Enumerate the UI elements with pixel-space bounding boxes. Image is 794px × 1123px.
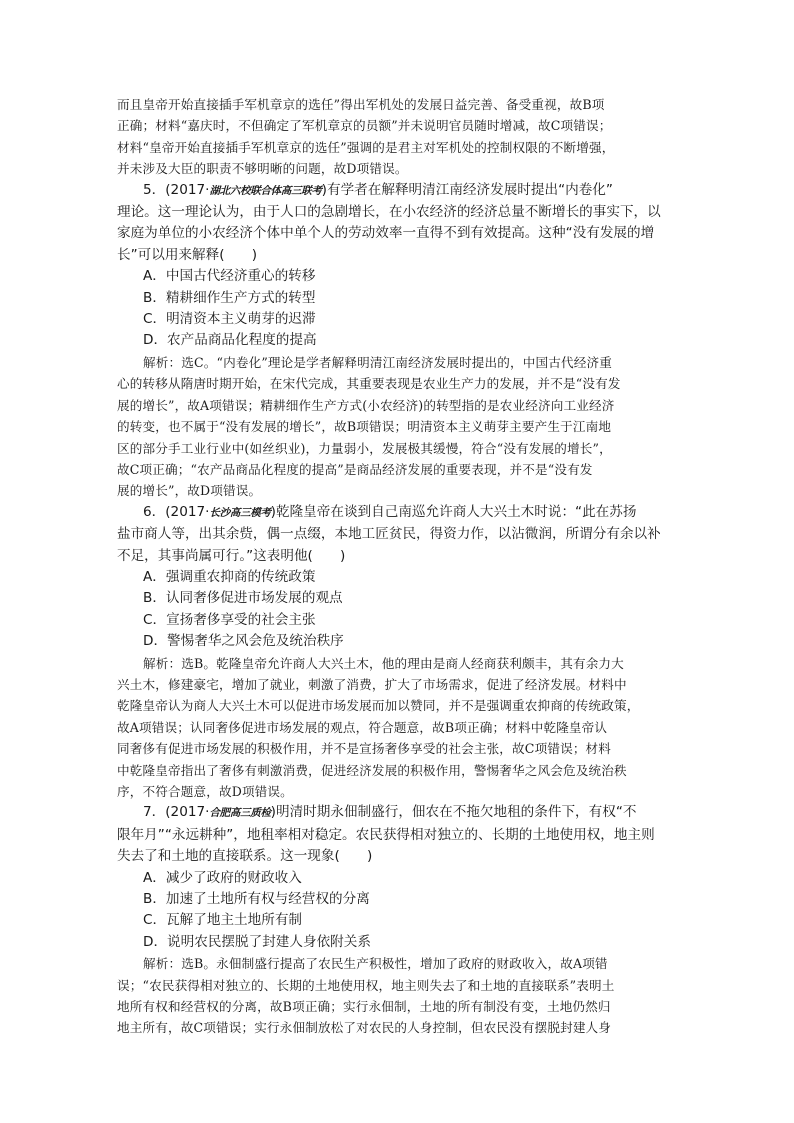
question-stem-line: 家庭为单位的小农经济个体中单个人的劳动效率一直得不到有效提高。这种“没有发展的增 <box>117 225 655 242</box>
option-d: D．农产品商品化程度的提高 <box>143 332 317 349</box>
analysis-line: 故A项错误；认同奢侈促进市场发展的观点，符合题意，故B项正确；材料中乾隆皇帝认 <box>117 719 608 735</box>
question-stem-first-line <box>117 180 679 202</box>
option-b: B．加速了土地所有权与经营权的分离 <box>143 891 370 908</box>
question-stem-text: )明清时期永佃制盛行，佃农在不拖欠地租的条件下，有权“不 <box>270 804 637 821</box>
analysis-line: 展的增长”，故D项错误。 <box>117 483 262 499</box>
option-b: B．认同奢侈促进市场发展的观点 <box>143 590 343 607</box>
analysis-line: 解析：选B。永佃制盛行提高了农民生产积极性，增加了政府的财政收入，故A项错 <box>143 956 608 972</box>
analysis-line: 心的转移从隋唐时期开始，在宋代完成，其重要表现是农业生产力的发展，并不是“没有发 <box>117 376 621 392</box>
analysis-line: 解析：选C。“内卷化”理论是学者解释明清江南经济发展时提出的，中国古代经济重 <box>143 354 612 370</box>
question-stem-first-line <box>117 802 679 824</box>
analysis-line: 的转变，也不属于“没有发展的增长”，故B项错误；明清资本主义萌芽主要产生于江南地 <box>117 419 612 435</box>
option-d: D．说明农民摆脱了封建人身依附关系 <box>143 933 371 950</box>
question-stem-text: )乾隆皇帝在谈到自己南巡允许商人大兴土木时说：“此在苏扬 <box>270 503 637 520</box>
question-number: 5．(2017· <box>143 181 210 198</box>
question-stem-first-line <box>117 502 679 524</box>
previous-analysis-continuation <box>117 94 679 180</box>
question-7 <box>117 802 679 1038</box>
analysis-line: 乾隆皇帝认为商人大兴土木可以促进市场发展而加以赞同，并不是强调重农抑商的传统政策， <box>117 698 640 714</box>
analysis-line: 兴土木，修建豪宅，增加了就业，刺激了消费，扩大了市场需求，促进了经济发展。材料中 <box>117 676 627 692</box>
question-number: 7．(2017· <box>143 804 210 821</box>
analysis-line: 正确；材料“嘉庆时，不但确定了军机章京的员额”并未说明官员随时增减，故C项错误； <box>117 118 612 134</box>
question-stem-line: 理论。这一理论认为，由于人口的急剧增长，在小农经济的经济总量不断增长的事实下，以 <box>117 204 661 221</box>
option-a: A．中国古代经济重心的转移 <box>143 268 316 285</box>
analysis-line: 地主所有，故C项错误；实行永佃制放松了对农民的人身控制，但农民没有摆脱封建人身 <box>117 1020 612 1036</box>
analysis-line: 材料“皇帝开始直接插手军机章京的选任”强调的是君主对军机处的控制权限的不断增强， <box>117 139 615 155</box>
option-b: B．精耕细作生产方式的转型 <box>143 289 316 306</box>
option-d: D．警惕奢华之风会危及统治秩序 <box>143 633 344 650</box>
question-stem-text: )有学者在解释明清江南经济发展时提出“内卷化” <box>321 181 613 198</box>
question-source: 长沙高三模考 <box>209 506 271 519</box>
option-c: C．瓦解了地主土地所有制 <box>143 912 303 929</box>
option-a: A．减少了政府的财政收入 <box>143 869 302 886</box>
analysis-line: 展的增长”，故A项错误；精耕细作生产方式(小农经济)的转型指的是农业经济向工业经济 <box>117 397 615 413</box>
analysis-line: 解析：选B。乾隆皇帝允许商人大兴土木，他的理由是商人经商获利颇丰，其有余力大 <box>143 655 624 671</box>
option-c: C．宣扬奢侈享受的社会主张 <box>143 611 316 628</box>
analysis-line: 同奢侈有促进市场发展的积极作用，并不是宣扬奢侈享受的社会主张，故C项错误；材料 <box>117 741 612 757</box>
question-number: 6．(2017· <box>143 503 210 520</box>
option-c: C．明清资本主义萌芽的迟滞 <box>143 311 316 328</box>
analysis-line: 并未涉及大臣的职责不够明晰的问题，故D项错误。 <box>117 161 408 177</box>
question-stem-line: 长”可以用来解释( ) <box>117 246 257 263</box>
question-5 <box>117 180 679 502</box>
question-6 <box>117 502 679 803</box>
analysis-line: 误；“农民获得相对独立的、长期的土地使用权，地主则失去了和土地的直接联系”表明土 <box>117 977 615 993</box>
question-stem-line: 盐市商人等，出其余赀，偶一点缀，本地工匠贫民，得资力作，以沾微润，所谓分有余以补 <box>117 526 661 543</box>
document-page <box>117 94 679 1039</box>
question-stem-line: 限年月”“永远耕种”，地租率相对稳定。农民获得相对独立的、长期的土地使用权，地主则 <box>117 826 655 843</box>
analysis-line: 区的部分手工业行业中(如丝织业)，力量弱小，发展极其缓慢，符合“没有发展的增长”， <box>117 440 612 456</box>
question-stem-line: 不足，其事尚属可行。”这表明他( ) <box>117 547 346 564</box>
analysis-line: 而且皇帝开始直接插手军机章京的选任”得出军机处的发展日益完善、备受重视，故B项 <box>117 97 605 112</box>
question-stem-line: 失去了和土地的直接联系。这一现象( ) <box>117 848 373 865</box>
analysis-line: 地所有权和经营权的分离，故B项正确；实行永佃制，土地的所有制没有变，土地仍然归 <box>117 999 611 1015</box>
analysis-line: 序，不符合题意，故D项错误。 <box>117 784 293 799</box>
question-source: 合肥高三质检 <box>209 807 271 820</box>
analysis-line: 故C项正确；“农产品商品化程度的提高”是商品经济发展的重要表现，并不是“没有发 <box>117 461 593 477</box>
analysis-line: 中乾隆皇帝指出了奢侈有刺激消费，促进经济发展的积极作用，警惕奢华之风会危及统治秩 <box>117 762 627 778</box>
option-a: A．强调重农抑商的传统政策 <box>143 568 316 585</box>
question-source: 湖北六校联合体高三联考 <box>209 184 322 197</box>
